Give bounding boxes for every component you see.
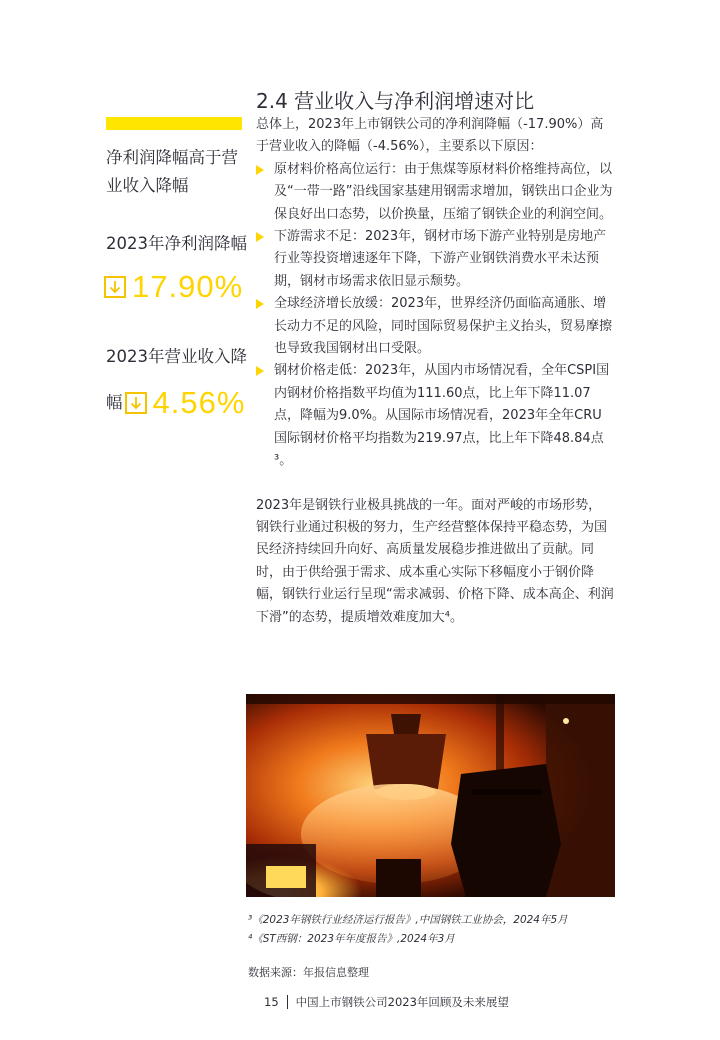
net-profit-decline-value: 17.90% <box>132 269 244 304</box>
footnote-4: ⁴《ST西钢：2023年年度报告》,2024年3月 <box>248 933 455 945</box>
report-title: 中国上市钢铁公司2023年回顾及未来展望 <box>295 995 509 1009</box>
list-item: 下游需求不足：2023年，钢材市场下游产业特别是房地产行业等投资增速逐年下降，下游产业钢铁消费水平未达预期，钢材市场需求依旧显示颓势。 <box>256 226 614 293</box>
reasons-list <box>256 159 614 473</box>
list-item: 钢材价格走低：2023年，从国内市场情况看，全年CSPI国内钢材价格指数平均值为111.60点，比上年下降11.07点，降幅为9.0%。从国际市场情况看，2023年全年CRU国际钢材价格平均指数为219.97点，比上年下降48.84点³。 <box>256 360 614 472</box>
down-arrow-icon <box>104 276 126 298</box>
page-number: 15 <box>264 995 279 1009</box>
triangle-bullet-icon <box>256 232 264 242</box>
footnote-3: ³《2023年钢铁行业经济运行报告》,中国钢铁工业协会，2024年5月 <box>248 914 568 926</box>
main-text <box>256 114 614 629</box>
data-source-note: 数据来源：年报信息整理 <box>248 966 369 979</box>
sidebar-heading: 净利润降幅高于营业收入降幅 <box>106 148 238 195</box>
net-profit-decline-metric <box>104 270 243 304</box>
triangle-bullet-icon <box>256 299 264 309</box>
intro-paragraph: 总体上，2023年上市钢铁公司的净利润降幅（-17.90%）高于营业收入的降幅（-4.56%），主要系以下原因： <box>256 117 604 155</box>
triangle-bullet-icon <box>256 165 264 175</box>
revenue-decline-label-tail: 幅 <box>106 393 123 412</box>
footer-divider <box>287 995 288 1009</box>
page-footer <box>264 994 509 1010</box>
net-profit-decline-label: 2023年净利润降幅 <box>106 234 247 253</box>
revenue-decline-label: 2023年营业收入降 <box>106 347 247 366</box>
steel-furnace-photo <box>246 694 615 897</box>
triangle-bullet-icon <box>256 366 264 376</box>
revenue-decline-value: 4.56% <box>152 385 246 420</box>
section-title: 2.4 营业收入与净利润增速对比 <box>256 89 535 113</box>
list-item: 全球经济增长放缓：2023年，世界经济仍面临高通胀、增长动力不足的风险，同时国际贸易保护主义抬头，贸易摩擦也导致我国钢材出口受限。 <box>256 293 614 360</box>
list-item: 原材料价格高位运行：由于焦煤等原材料价格维持高位，以及“一带一路”沿线国家基建用钢需求增加，钢铁出口企业为保良好出口态势，以价换量，压缩了钢铁企业的利润空间。 <box>256 159 614 226</box>
closing-paragraph: 2023年是钢铁行业极具挑战的一年。面对严峻的市场形势，钢铁行业通过积极的努力，生产经营整体保持平稳态势，为国民经济持续回升向好、高质量发展稳步推进做出了贡献。同时，由于供给强于需求、成本重心实际下移幅度小于钢价降幅，钢铁行业运行呈现“需求减弱、价格下降、成本高企、利润下滑”的态势，提质增效难度加大⁴。 <box>256 497 614 625</box>
down-arrow-icon <box>125 392 147 414</box>
accent-bar <box>106 117 242 130</box>
revenue-decline-metric <box>106 386 245 420</box>
